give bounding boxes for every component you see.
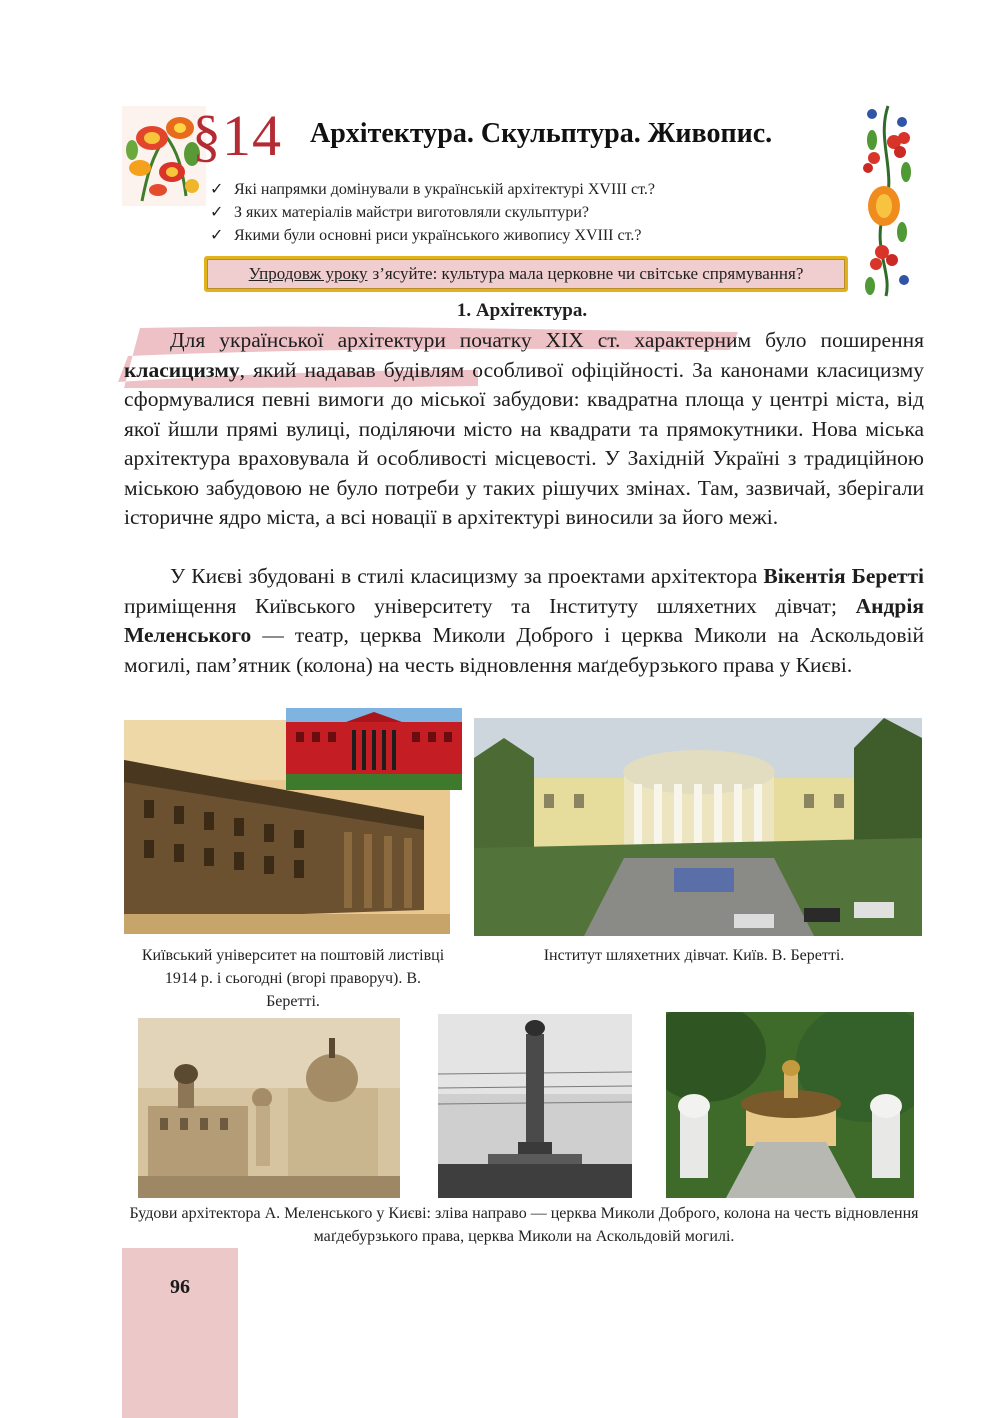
section-heading: 1. Архітектура. [456, 300, 588, 321]
section-number: §14 [192, 103, 282, 168]
page-number-tab [122, 1248, 238, 1418]
check-icon: ✓ [210, 204, 224, 221]
name-melensky: Андрія Меленського [124, 593, 924, 647]
list-item: ✓ Які напрямки домінували в українській архітектурі XVIII ст.? [210, 178, 850, 201]
lesson-task-box [204, 256, 848, 292]
question-list [210, 178, 850, 247]
institute-photo [474, 718, 922, 936]
check-icon: ✓ [210, 227, 224, 244]
caption-university: Київський університет на поштовій листівці 1914 р. і сьогодні (вгорі праворуч). В. Беретті. [141, 947, 445, 1010]
caption-melensky-buildings: Будови архітектора А. Меленського у Києві: зліва направо — церква Миколи Доброго, колона на честь відновлення маґдебурзького права, церква Миколи на Аскольдовій могилі. [129, 1205, 919, 1245]
task-text: з’ясуйте: культура мала церковне чи світське спрямування? [372, 264, 804, 283]
caption-institute: Інститут шляхетних дівчат. Київ. В. Беретті. [543, 947, 845, 964]
name-beretti: Вікентія Беретті [763, 564, 924, 588]
magdeburg-column-photo [438, 1014, 632, 1198]
paragraph-classicism: Для української архітектури початку XIX ст. характерним було поширення класицизму, який надавав будівлям особливої офіційності. За канонами класицизму сформувалися певні вимоги до міської забудови: квадратна площа у центрі міста, від якої йшли прямі вулиці, поділяючи місто на квадрати та прямокутники. Нова міська архітектура враховувала й особливості місцевості. У Західній Україні з традиційною міською забудовою не було потреби у таких рішучих змінах. Там, зазвичай, зберігали історичне ядро міста, а всі новації в архітектурі виносили за його межі. [124, 328, 924, 529]
term-classicism: класицизму [124, 357, 240, 382]
floral-ornament-right [858, 102, 920, 298]
page-title: Архітектура. Скульптура. Живопис. [310, 118, 773, 149]
task-underlined-text: Упродовж уроку [248, 264, 368, 283]
list-item: ✓ З яких матеріалів майстри виготовляли скульптури? [210, 201, 850, 224]
page-number: 96 [170, 1276, 190, 1298]
askold-grave-church-photo [666, 1012, 914, 1198]
university-today-photo [286, 708, 462, 790]
church-nicholas-good-photo [138, 1018, 400, 1198]
check-icon: ✓ [210, 181, 224, 198]
list-item: ✓ Якими були основні риси українського живопису XVIII ст.? [210, 224, 850, 247]
paragraph-kyiv-buildings: У Києві збудовані в стилі класицизму за проектами архітектора Вікентія Беретті приміщення Київського університету та Інституту шляхетних дівчат; Андрія Меленського — театр, церква Миколи Доброго і церква Миколи на Аскольдовій могилі, пам’ятник (колона) на честь відновлення маґдебурзького права у Києві. [124, 564, 924, 677]
